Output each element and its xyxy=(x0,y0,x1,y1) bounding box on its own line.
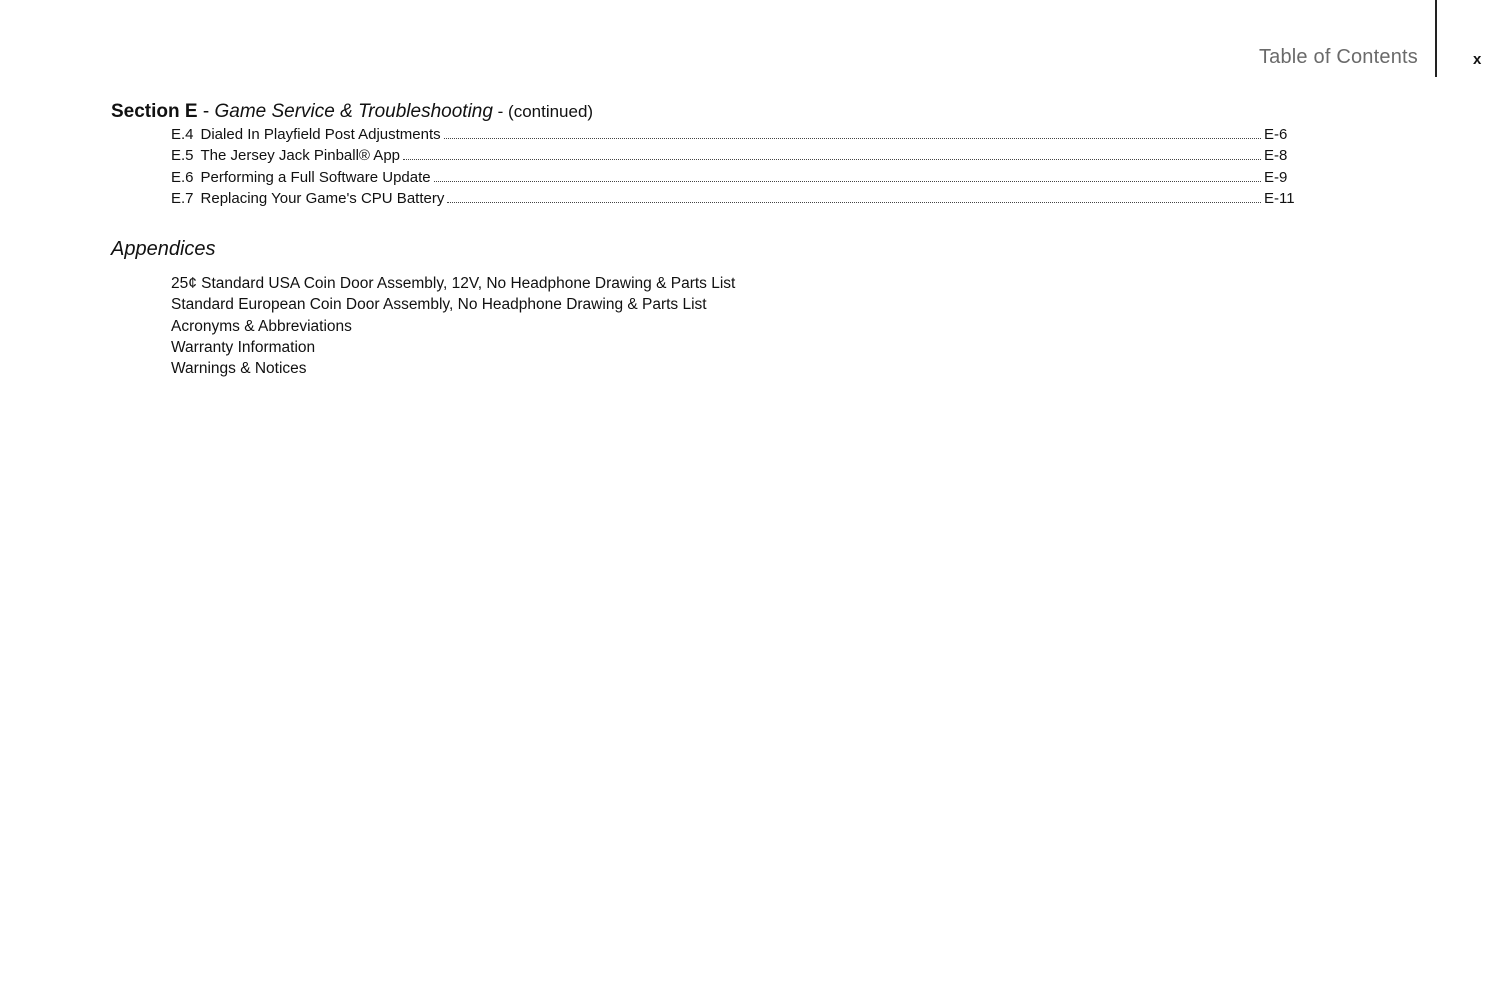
toc-entry[interactable] xyxy=(171,124,1296,145)
appendix-item[interactable]: Standard European Coin Door Assembly, No Headphone Drawing & Parts List xyxy=(171,296,707,314)
toc-list xyxy=(171,124,1296,209)
running-head: Table of Contents xyxy=(1258,46,1418,68)
section-label: Section E xyxy=(111,101,198,122)
appendix-list xyxy=(171,273,735,379)
toc-entry[interactable] xyxy=(171,145,1296,166)
page-number: x xyxy=(1473,51,1482,68)
toc-entry-title: Replacing Your Game's CPU Battery xyxy=(200,189,445,207)
toc-entry-number: E.7 xyxy=(171,189,194,207)
dot-leader xyxy=(447,202,1261,203)
section-separator: - xyxy=(197,101,215,122)
appendix-item[interactable]: Warnings & Notices xyxy=(171,360,307,378)
dot-leader xyxy=(434,181,1261,182)
appendix-item[interactable]: Warranty Information xyxy=(171,338,316,356)
toc-entry-title: Performing a Full Software Update xyxy=(200,168,431,186)
toc-entry-number: E.6 xyxy=(171,168,194,186)
dot-leader xyxy=(403,159,1261,160)
appendices-heading: Appendices xyxy=(111,238,216,260)
toc-entry-title: Dialed In Playfield Post Adjustments xyxy=(200,126,441,143)
appendix-item[interactable]: 25¢ Standard USA Coin Door Assembly, 12V, No Headphone Drawing & Parts List xyxy=(171,275,736,292)
appendix-item[interactable]: Acronyms & Abbreviations xyxy=(171,317,352,335)
section-title: Game Service & Troubleshooting xyxy=(214,101,493,122)
toc-entry[interactable] xyxy=(171,167,1296,188)
toc-entry-number: E.4 xyxy=(171,126,194,143)
toc-entry-title: The Jersey Jack Pinball® App xyxy=(200,147,400,165)
toc-entry-page: E-11 xyxy=(1264,189,1295,207)
toc-entry-page: E-9 xyxy=(1264,168,1288,186)
toc-entry-page: E-8 xyxy=(1264,147,1288,165)
dot-leader xyxy=(444,138,1261,139)
section-continued: - (continued) xyxy=(492,102,594,121)
header-divider xyxy=(1435,0,1437,77)
toc-entry[interactable] xyxy=(171,188,1296,209)
section-heading xyxy=(111,100,593,124)
toc-entry-number: E.5 xyxy=(171,147,194,165)
toc-entry-page: E-6 xyxy=(1264,126,1288,143)
